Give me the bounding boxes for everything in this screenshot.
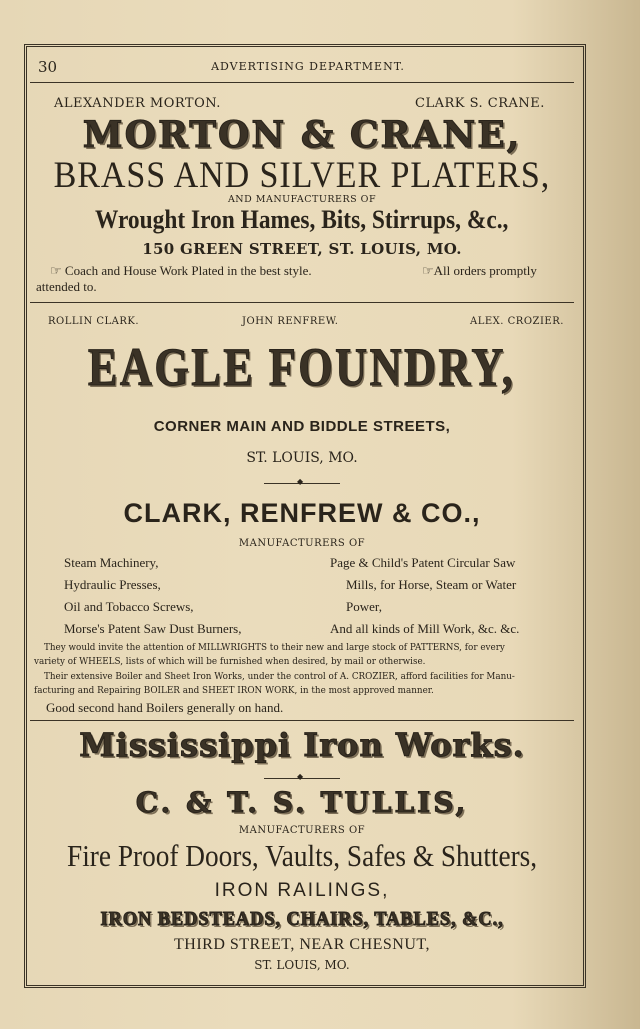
company-name: MORTON & CRANE, xyxy=(82,114,522,156)
note-3: attended to. xyxy=(36,279,97,294)
partner-left: ALEXANDER MORTON. xyxy=(54,96,221,111)
trade-line: BRASS AND SILVER PLATERS, xyxy=(53,155,551,196)
corner-line: CORNER MAIN AND BIDDLE STREETS, xyxy=(153,418,451,435)
left-item-3: Oil and Tobacco Screws, xyxy=(64,599,194,614)
right-item-1: Page & Child's Patent Circular Saw xyxy=(330,555,516,570)
note-2: ☞All orders promptly xyxy=(422,263,537,278)
divider-1 xyxy=(30,302,574,303)
owners-name: C. & T. S. TULLIS, xyxy=(135,786,469,819)
left-item-2: Hydraulic Presses, xyxy=(64,577,161,592)
partner-1: ROLLIN CLARK. xyxy=(48,316,140,327)
partner-right: CLARK S. CRANE. xyxy=(415,96,545,111)
street-line: THIRD STREET, NEAR CHESNUT, xyxy=(173,936,430,953)
para-2b: facturing and Repairing BOILER and SHEET IRON WORK, in the most approved manner. xyxy=(34,686,434,696)
header-title: ADVERTISING DEPARTMENT. xyxy=(211,60,405,73)
header-rule xyxy=(30,82,574,83)
city-line: ST. LOUIS, MO. xyxy=(246,450,358,466)
manufacturers-of-label: MANUFACTURERS OF xyxy=(238,538,366,549)
partner-3: ALEX. CROZIER. xyxy=(470,316,564,327)
para-2a: Their extensive Boiler and Sheet Iron Works, under the control of A. CROZIER, afford facilities for Manu- xyxy=(44,672,515,682)
foundry-name: EAGLE FOUNDRY, xyxy=(88,337,516,397)
iron-works-name: Mississippi Iron Works. xyxy=(79,726,525,764)
furniture-line: IRON BEDSTEADS, CHAIRS, TABLES, &C., xyxy=(100,908,504,930)
products-line: Wrought Iron Hames, Bits, Stirrups, &c., xyxy=(95,205,509,234)
running-header xyxy=(34,58,582,80)
ad3-products-line: Fire Proof Doors, Vaults, Safes & Shutters, xyxy=(66,838,538,873)
ornament-rule-2 xyxy=(264,778,340,779)
left-item-4: Morse's Patent Saw Dust Burners, xyxy=(64,621,242,636)
note-1: ☞ Coach and House Work Plated in the best style. xyxy=(50,263,312,278)
ornament-rule-1 xyxy=(264,483,340,484)
right-item-2: Mills, for Horse, Steam or Water xyxy=(346,577,517,592)
firm-name: CLARK, RENFREW & CO., xyxy=(123,498,481,528)
left-item-1: Steam Machinery, xyxy=(64,555,159,570)
ad3-city-line: ST. LOUIS, MO. xyxy=(254,958,350,972)
para-3: Good second hand Boilers generally on hand. xyxy=(46,700,284,715)
right-item-4: And all kinds of Mill Work, &c. &c. xyxy=(330,621,520,636)
railings-line: IRON RAILINGS, xyxy=(214,880,390,901)
ad3-manufacturers-of-label: MANUFACTURERS OF xyxy=(238,825,366,836)
page-number: 30 xyxy=(38,58,58,76)
address-line: 150 GREEN STREET, ST. LOUIS, MO. xyxy=(142,240,462,258)
right-item-3: Power, xyxy=(346,599,382,614)
para-1b: variety of WHEELS, lists of which will be furnished when desired, by mail or otherwise. xyxy=(34,657,426,667)
para-1a: They would invite the attention of MILLWRIGHTS to their new and large stock of PATTERNS, for every xyxy=(44,643,505,653)
and-manufacturers-label: AND MANUFACTURERS OF xyxy=(227,194,377,205)
partner-2: JOHN RENFREW. xyxy=(242,316,339,327)
divider-2 xyxy=(30,720,574,721)
